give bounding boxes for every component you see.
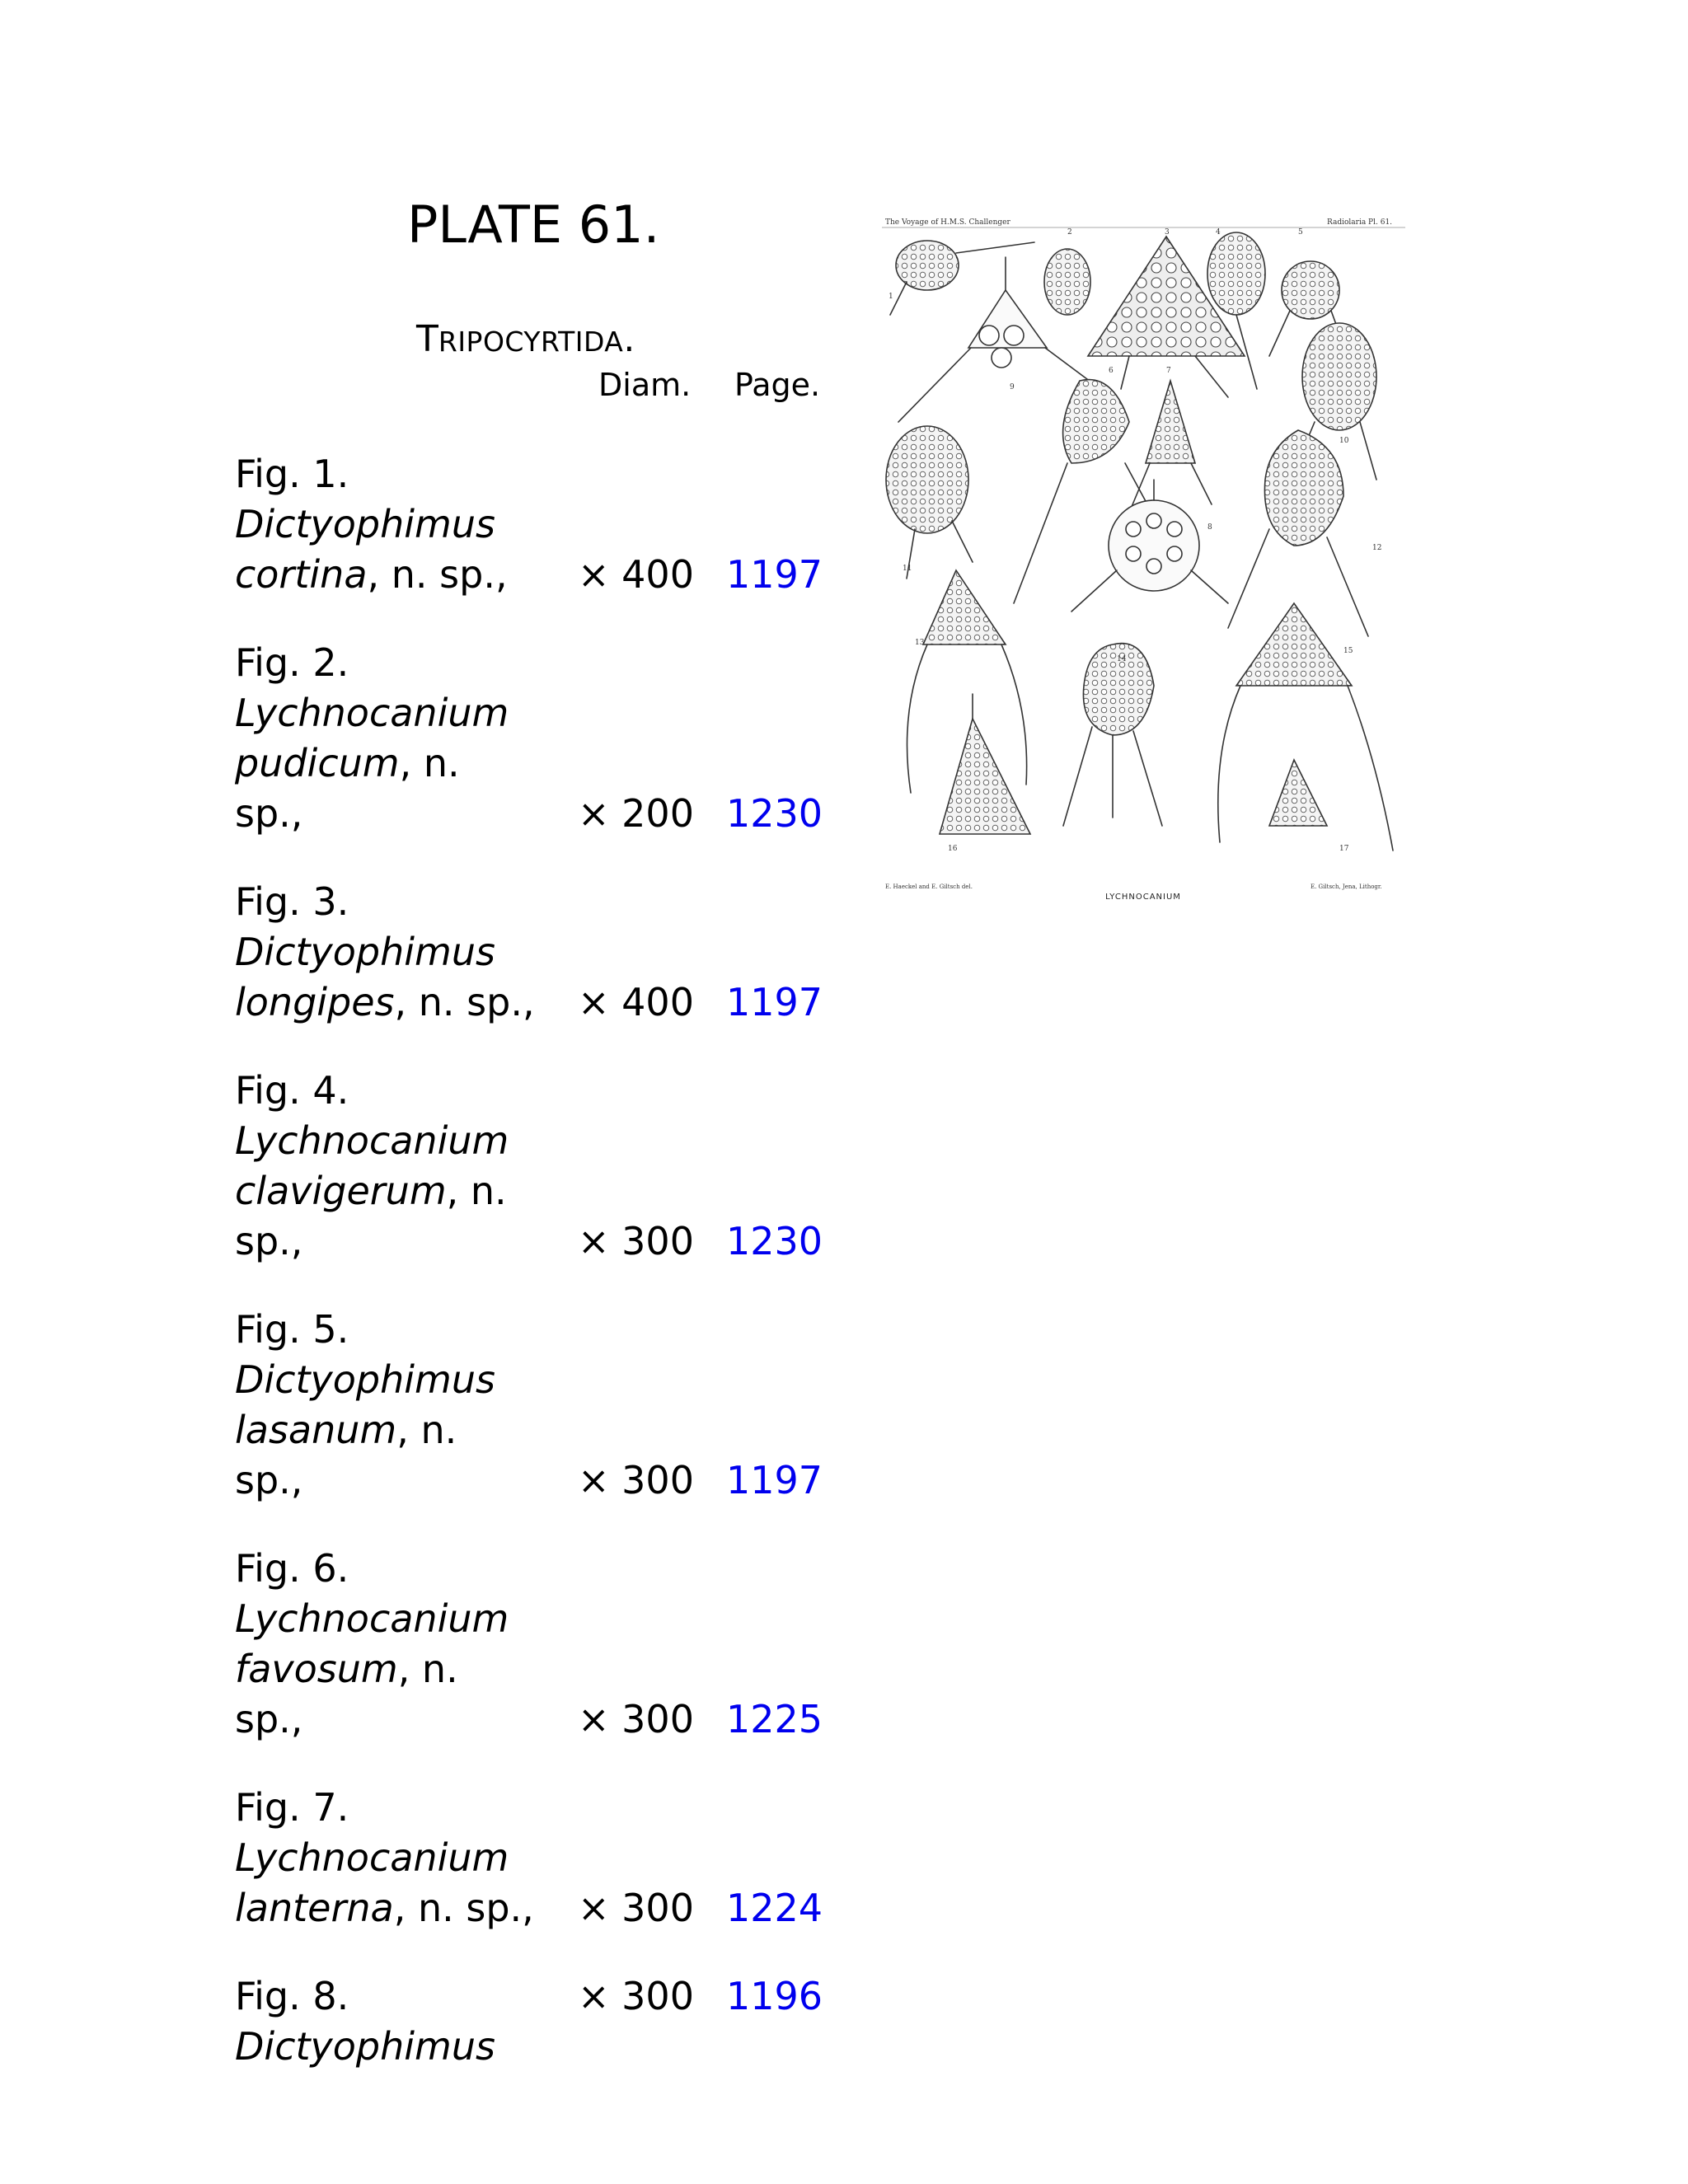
figure-number: 12 [1372,544,1382,552]
figure-number: 3 [1165,228,1170,237]
species-suffix: , n. sp., [235,1408,457,1502]
figure-label: Fig. 8. [235,1974,349,2018]
species-name: favosum [235,1647,398,1691]
radiolaria-plate-drawing [882,216,1405,907]
figure-number: 14 [1117,655,1127,663]
species-name: lasanum [235,1408,397,1452]
genus-name: Lychnocanium [235,1596,509,1641]
figure-label: Fig. 2. [235,640,349,685]
figure-label: Fig. 1. [235,452,349,496]
species-suffix: , n. sp., [367,552,508,597]
column-header-page: Page. [734,367,821,403]
species-suffix: , n. sp., [235,1647,458,1741]
page-link[interactable]: 1196 [726,1974,823,2018]
species-suffix: , n. sp., [235,741,460,836]
magnification: × 300 [578,1697,694,1741]
species-name: cortina [235,552,368,597]
figure-number: 11 [903,565,912,573]
figure-entry [235,638,828,839]
magnification: × 300 [578,1886,694,1930]
page-link[interactable]: 1197 [726,552,823,597]
magnification: × 300 [578,1219,694,1263]
species-name: pudicum [235,741,400,785]
magnification: × 400 [578,980,694,1024]
genus-name: Lychnocanium [235,1118,509,1163]
figure-number: 15 [1343,647,1353,655]
species-suffix: , n. sp., [393,1886,534,1930]
figure-number: 8 [1207,523,1212,532]
figure-number: 13 [915,639,925,647]
figure-entry [235,1971,828,2072]
plate-title: PLATE 61. [407,194,660,255]
figure-number: 7 [1166,367,1171,375]
species-name: longipes [235,980,395,1024]
figure-entry [235,1783,828,1933]
figure-number: 6 [1109,367,1114,375]
magnification: × 300 [578,1974,694,2018]
magnification: × 400 [578,552,694,597]
genus-name: Dictyophimus [235,502,495,546]
section-initial: T [416,318,438,360]
plate-credit-left: E. Haeckel and E. Giltsch del. [885,883,973,890]
figure-number: 5 [1298,228,1303,237]
species-name: lanterna [235,1886,394,1930]
figure-number: 4 [1216,228,1221,237]
figure-entry [235,449,828,600]
figure-label: Fig. 6. [235,1546,349,1591]
page-link[interactable]: 1197 [726,1458,823,1502]
figure-number: 10 [1339,437,1349,445]
figure-number: 1 [889,293,893,301]
page-link[interactable]: 1197 [726,980,823,1024]
page-link[interactable]: 1225 [726,1697,823,1741]
section-rest: RIPOCYRTIDA [438,326,624,358]
page-link[interactable]: 1230 [726,1219,823,1263]
section-period: . [623,318,635,360]
plate-caption: LYCHNOCANIUM [1105,893,1181,902]
species-suffix: , n. sp., [394,980,535,1024]
plate-credit-right: E. Giltsch, Jena, Lithogr. [1311,883,1382,890]
magnification: × 200 [578,791,694,836]
figure-number: 2 [1067,228,1072,237]
genus-name: Dictyophimus [235,930,495,974]
figure-entry [235,1305,828,1506]
plate-header-left: The Voyage of H.M.S. Challenger [885,218,1010,227]
figure-entry [235,1066,828,1267]
genus-name: Lychnocanium [235,691,509,735]
species-suffix: , n. sp., [235,1169,507,1263]
plate-header-right: Radiolaria Pl. 61. [1327,218,1393,227]
figure-number: 17 [1339,845,1349,853]
figure-label: Fig. 7. [235,1785,349,1830]
page-link[interactable]: 1230 [726,791,823,836]
section-heading [416,318,635,360]
genus-name: Dictyophimus [235,2024,495,2069]
figure-list [235,449,828,2072]
figure-entry [235,1544,828,1745]
genus-name: Dictyophimus [235,1357,495,1402]
species-name: clavigerum [235,1169,447,1213]
genus-name: Lychnocanium [235,1835,509,1880]
figure-number: 16 [948,845,958,853]
plate-illustration [882,216,1405,907]
magnification: × 300 [578,1458,694,1502]
figure-entry [235,877,828,1028]
figure-label: Fig. 4. [235,1068,349,1113]
figure-label: Fig. 3. [235,879,349,924]
figure-label: Fig. 5. [235,1307,349,1352]
page-link[interactable]: 1224 [726,1886,823,1930]
column-header-diam: Diam. [598,367,692,403]
figure-number: 9 [1010,383,1015,391]
